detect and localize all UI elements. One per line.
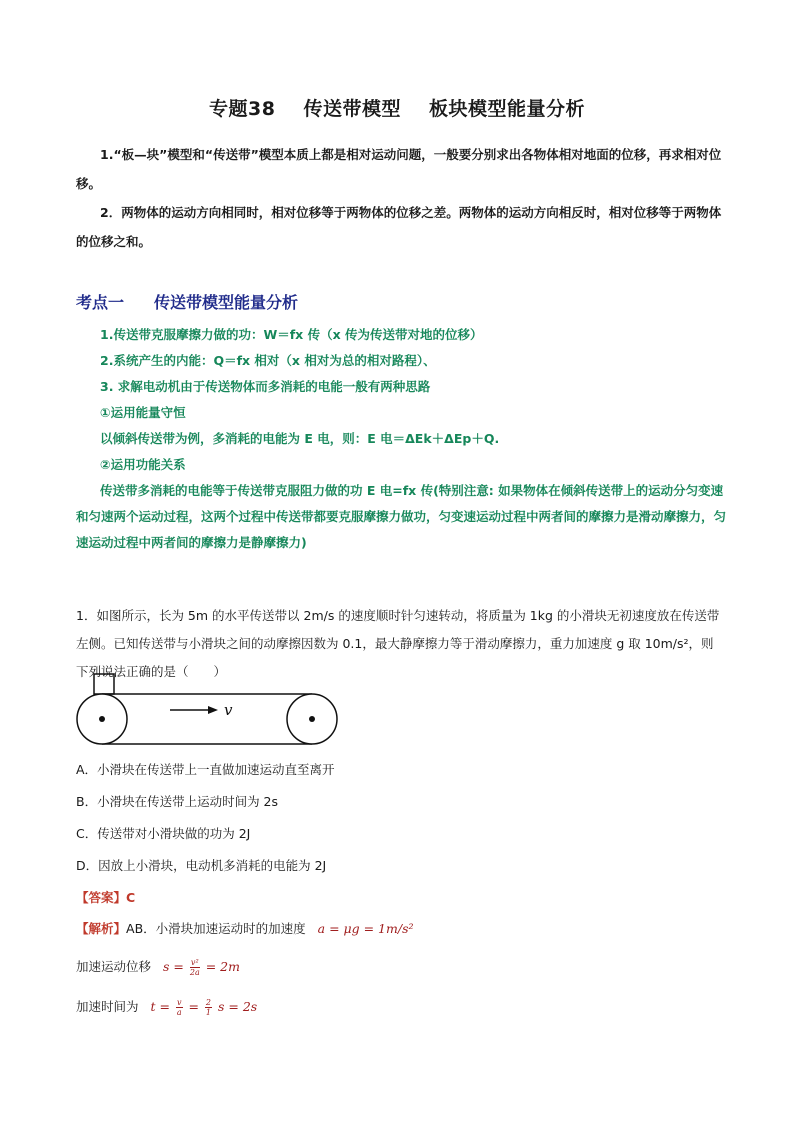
left-pulley-axle bbox=[99, 716, 105, 722]
title-topic-number: 专题38 bbox=[209, 98, 276, 120]
title-part-2: 板块模型能量分析 bbox=[428, 98, 585, 120]
section-heading bbox=[76, 290, 328, 313]
fraction-v2-over-2a: $\frac{\text{v²}}{2a}$ bbox=[189, 958, 200, 977]
analysis-line-2 bbox=[76, 957, 240, 977]
analysis-text-3: 加速时间为 bbox=[76, 999, 139, 1014]
conveyor-belt-figure bbox=[74, 672, 344, 750]
equation-time: t = $\frac{v}{a}$ = $\frac{2}{1}$ s = 2s bbox=[150, 998, 258, 1017]
analysis-text-2: 加速运动位移 bbox=[76, 959, 152, 974]
analysis-tag: 【解析】 bbox=[76, 921, 127, 936]
equation-acceleration: a = μg = 1m/s² bbox=[317, 921, 414, 936]
intro-block bbox=[76, 140, 724, 256]
method-1-heading: ①运用能量守恒 bbox=[100, 405, 186, 420]
slider-block bbox=[94, 674, 114, 694]
fraction-2-over-1: $\frac{2}{1}$ bbox=[205, 998, 212, 1017]
option-d: D．因放上小滑块，电动机多消耗的电能为 2J bbox=[76, 858, 327, 873]
equation-displacement: s = $\frac{\text{v²}}{2a}$ = 2m bbox=[163, 958, 240, 977]
velocity-arrow-head bbox=[208, 706, 218, 714]
section-title: 传送带模型能量分析 bbox=[154, 293, 299, 312]
page-title bbox=[0, 94, 794, 121]
point-3: 3. 求解电动机由于传送物体而多消耗的电能一般有两种思路 bbox=[100, 379, 431, 394]
section-label: 考点一 bbox=[76, 293, 125, 312]
key-points bbox=[76, 322, 726, 556]
title-part-1: 传送带模型 bbox=[303, 98, 401, 120]
method-1-text: 以倾斜传送带为例，多消耗的电能为 E 电，则：E 电＝ΔEk＋ΔEp＋Q. bbox=[100, 431, 500, 446]
analysis-line-3 bbox=[76, 997, 257, 1017]
answer-tag: 【答案】 bbox=[76, 890, 127, 905]
method-2-text: 传送带多消耗的电能等于传送带克服阻力做的功 E 电=fx 传(特别注意: 如果物体在倾斜传送带上的运动分匀变速和匀速两个运动过程，这两个过程中传送带都要克服摩擦力做功，匀变速运动过程中两者间的摩擦力是滑动摩擦力，匀速运动过程中两者间的摩擦力是静摩擦力) bbox=[76, 483, 727, 550]
question-text: 1．如图所示，长为 5m 的水平传送带以 2m/s 的速度顺时针匀速转动，将质量为 1kg 的小滑块无初速度放在传送带左侧。已知传送带与小滑块之间的动摩擦因数为 0.1，最大静摩擦力等于滑动摩擦力，重力加速度 g 取 10m/s²，则下列说法正确的是（ ） bbox=[76, 608, 720, 679]
answer-value: C bbox=[126, 890, 136, 905]
intro-paragraph-1: 1.“板—块”模型和“传送带”模型本质上都是相对运动问题，一般要分别求出各物体相对地面的位移，再求相对位移。 bbox=[76, 147, 722, 191]
point-1: 1.传送带克服摩擦力做的功：W＝fx 传（x 传为传送带对地的位移） bbox=[100, 327, 483, 342]
answer bbox=[76, 888, 135, 906]
analysis-text-1: AB．小滑块加速运动时的加速度 bbox=[126, 921, 306, 936]
point-2: 2.系统产生的内能：Q＝fx 相对（x 相对为总的相对路程）、 bbox=[100, 353, 436, 368]
fraction-v-over-a: $\frac{v}{a}$ bbox=[176, 998, 182, 1017]
analysis-line-1 bbox=[76, 919, 414, 937]
method-2-heading: ②运用功能关系 bbox=[100, 457, 186, 472]
option-b: B．小滑块在传送带上运动时间为 2s bbox=[76, 794, 279, 809]
right-pulley-axle bbox=[309, 716, 315, 722]
option-c: C．传送带对小滑块做的功为 2J bbox=[76, 826, 251, 841]
intro-paragraph-2: 2．两物体的运动方向相同时，相对位移等于两物体的位移之差。两物体的运动方向相反时，相对位移等于两物体的位移之和。 bbox=[76, 205, 722, 249]
option-a: A．小滑块在传送带上一直做加速运动直至离开 bbox=[76, 762, 335, 777]
velocity-label: v bbox=[224, 701, 233, 719]
